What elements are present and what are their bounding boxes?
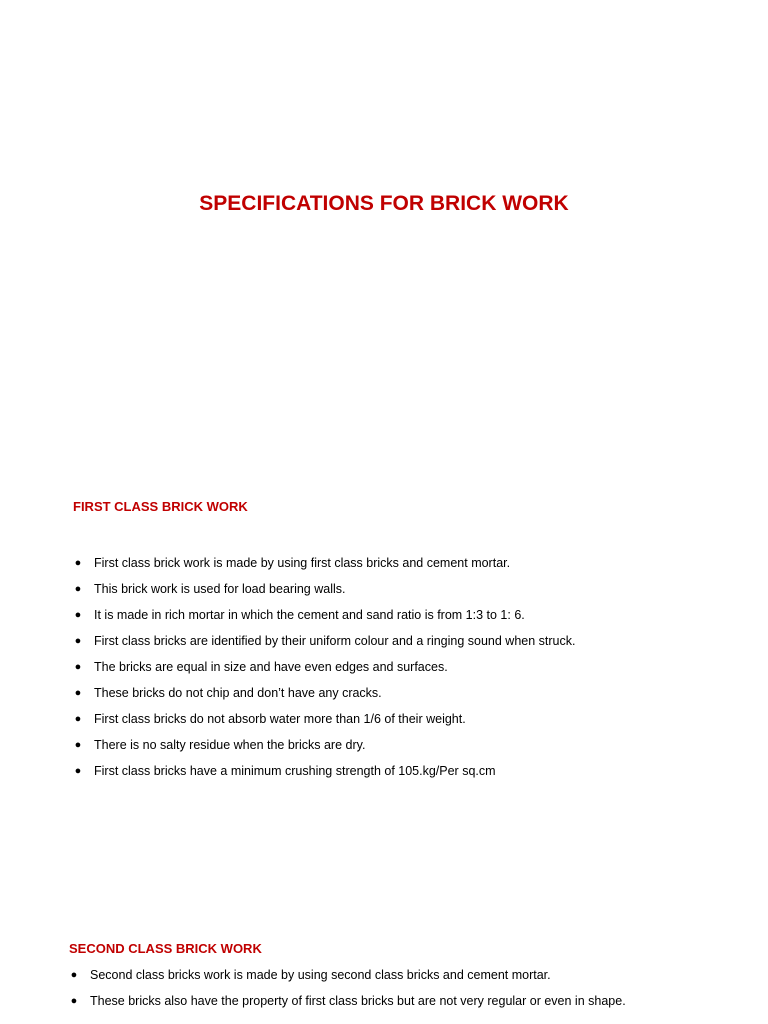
bullet-icon: ● [74,713,82,725]
bullet-icon: ● [70,995,78,1007]
list-item-text: First class brick work is made by using first class bricks and cement mortar. [94,556,511,570]
list-item [73,628,575,654]
list-item [73,706,575,732]
bullet-icon: ● [74,687,82,699]
list-item [69,962,626,988]
bullet-icon: ● [74,635,82,647]
bullet-icon: ● [74,609,82,621]
list-item-text: First class bricks do not absorb water more than 1/6 of their weight. [94,712,466,726]
section-heading-second-class: SECOND CLASS BRICK WORK [69,941,262,956]
bullet-icon: ● [74,739,82,751]
list-item [73,654,575,680]
list-item [73,550,575,576]
list-item [73,602,575,628]
list-item-text: First class bricks have a minimum crushing strength of 105.kg/Per sq.cm [94,764,496,778]
list-item [69,988,626,1014]
bullet-icon: ● [74,557,82,569]
bullet-icon: ● [74,661,82,673]
list-item [73,576,575,602]
list-item-text: These bricks also have the property of first class bricks but are not very regular or even in shape. [90,994,626,1008]
bullet-icon: ● [74,765,82,777]
second-class-bullet-list [69,962,626,1014]
list-item-text: This brick work is used for load bearing walls. [94,582,346,596]
list-item-text: These bricks do not chip and don’t have any cracks. [94,686,382,700]
list-item [73,732,575,758]
list-item [73,758,575,784]
list-item-text: There is no salty residue when the bricks are dry. [94,738,366,752]
list-item-text: First class bricks are identified by their uniform colour and a ringing sound when struck. [94,634,576,648]
list-item [73,680,575,706]
list-item-text: The bricks are equal in size and have even edges and surfaces. [94,660,448,674]
first-class-bullet-list [73,550,575,784]
bullet-icon: ● [74,583,82,595]
section-heading-first-class: FIRST CLASS BRICK WORK [73,499,248,514]
page-title: SPECIFICATIONS FOR BRICK WORK [199,192,569,215]
bullet-icon: ● [70,969,78,981]
list-item-text: Second class bricks work is made by using second class bricks and cement mortar. [90,968,551,982]
list-item-text: It is made in rich mortar in which the cement and sand ratio is from 1:3 to 1: 6. [94,608,525,622]
